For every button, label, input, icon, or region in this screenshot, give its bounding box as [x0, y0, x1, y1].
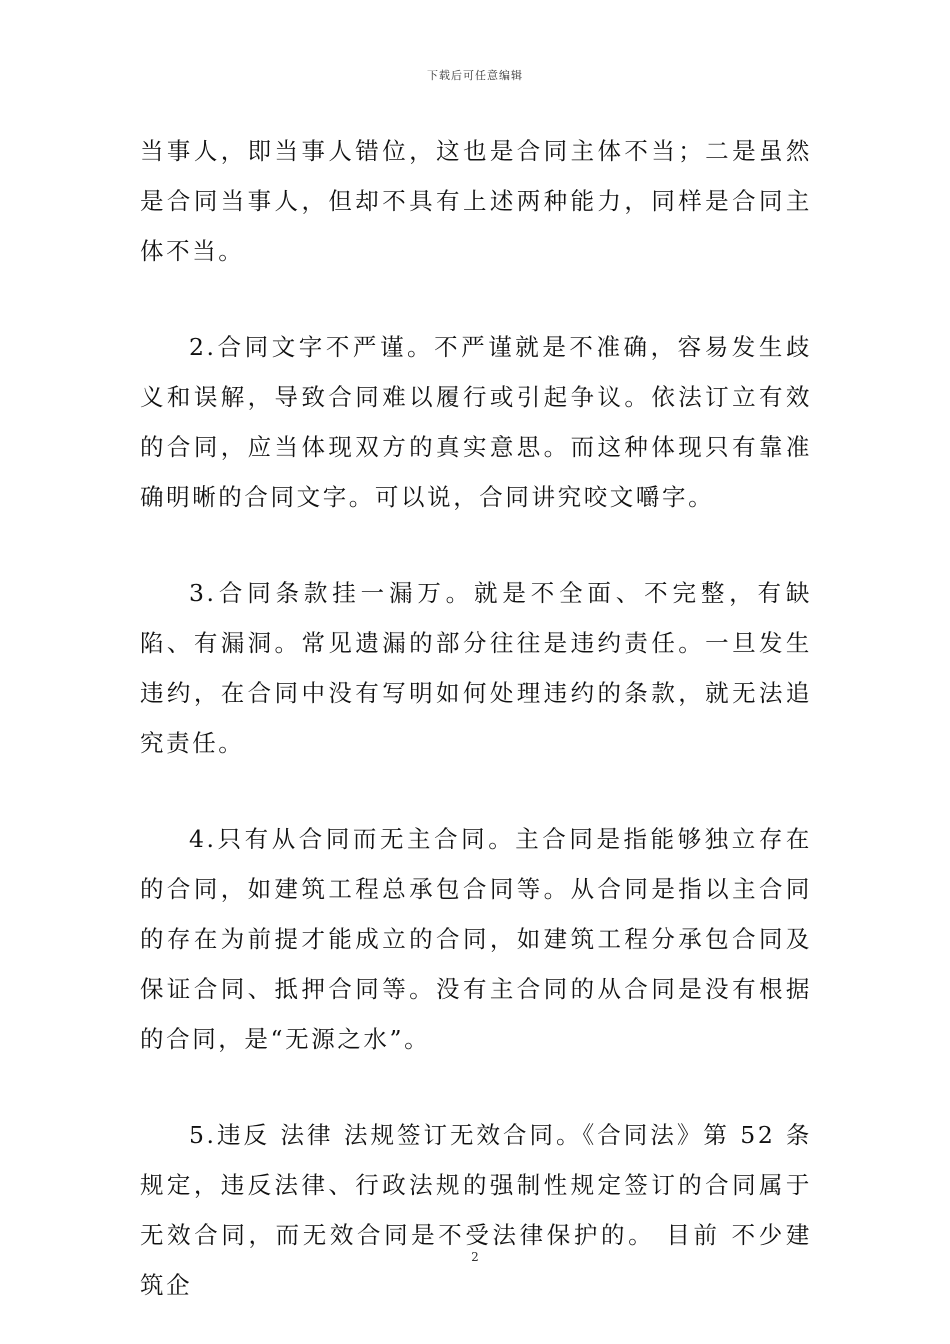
document-body — [140, 126, 812, 1310]
page-header: 下载后可任意编辑 — [427, 69, 523, 82]
paragraph-continuation: 当事人，即当事人错位，这也是合同主体不当；二是虽然是合同当事人，但却不具有上述两种能力，同样是合同主体不当。 — [140, 137, 812, 265]
paragraph-item-2: 2.合同文字不严谨。不严谨就是不准确，容易发生歧义和误解，导致合同难以履行或引起争议。依法订立有效的合同，应当体现双方的真实意思。而这种体现只有靠准确明晰的合同文字。可以说，合同讲究咬文嚼字。 — [140, 333, 812, 511]
paragraph-item-4: 4.只有从合同而无主合同。主合同是指能够独立存在的合同，如建筑工程总承包合同等。从合同是指以主合同的存在为前提才能成立的合同，如建筑工程分承包合同及保证合同、抵押合同等。没有主合同的从合同是没有根据的合同，是“无源之水”。 — [140, 825, 812, 1053]
paragraph-item-3: 3.合同条款挂一漏万。就是不全面、不完整，有缺陷、有漏洞。常见遗漏的部分往往是违约责任。一旦发生违约，在合同中没有写明如何处理违约的条款，就无法追究责任。 — [140, 579, 812, 757]
page-number: 2 — [471, 1250, 479, 1264]
paragraph-item-5: 5.违反 法律 法规签订无效合同。《合同法》第 52 条规定，违反法律、行政法规的强制性规定签订的合同属于无效合同，而无效合同是不受法律保护的。 目前 不少建筑企 — [140, 1121, 812, 1299]
